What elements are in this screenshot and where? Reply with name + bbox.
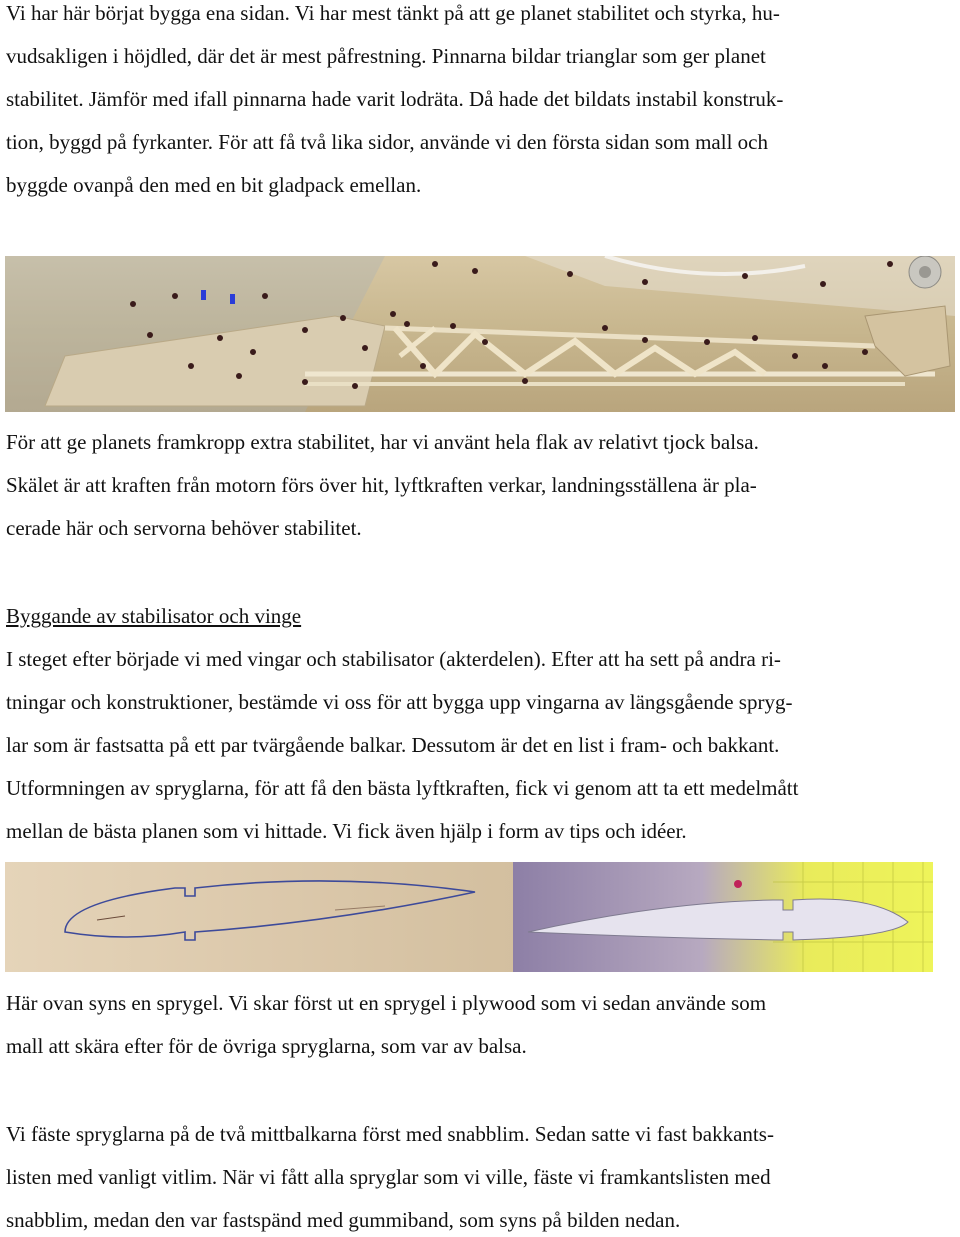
- text-line: mellan de bästa planen som vi hittade. Vi fick även hjälp i form av tips och idéer.: [6, 819, 687, 843]
- text-line: mall att skära efter för de övriga spryglarna, som var av balsa.: [6, 1034, 527, 1058]
- text-line: stabilitet. Jämför med ifall pinnarna hade varit lodräta. Då hade det bildats instabil konstruk-: [6, 87, 784, 111]
- fuselage-side-photo: [5, 256, 955, 412]
- text-line: Skälet är att kraften från motorn förs över hit, lyftkraften verkar, landningsställena är pla-: [6, 473, 757, 497]
- text-line: vudsakligen i höjdled, där det är mest påfrestning. Pinnarna bildar trianglar som ger planet: [6, 44, 766, 68]
- text-line: snabblim, medan den var fastspänd med gummiband, som syns på bilden nedan.: [6, 1208, 681, 1232]
- text-line: Här ovan syns en sprygel. Vi skar först ut en sprygel i plywood som vi sedan använde som: [6, 991, 767, 1015]
- text-line: cerade här och servorna behöver stabilitet.: [6, 516, 362, 540]
- text-line: För att ge planets framkropp extra stabilitet, har vi använt hela flak av relativt tjock balsa.: [6, 430, 759, 454]
- text-line: tion, byggd på fyrkanter. För att få två lika sidor, använde vi den första sidan som mall och: [6, 130, 768, 154]
- text-line: Vi fäste spryglarna på de två mittbalkarna först med snabblim. Sedan satte vi fast bakkants-: [6, 1122, 774, 1146]
- text-line: tningar och konstruktioner, bestämde vi oss för att bygga upp vingarna av längsgående spryg-: [6, 690, 793, 714]
- text-line: I steget efter började vi med vingar och stabilisator (akterdelen). Efter att ha sett på andra ri-: [6, 647, 781, 671]
- text-line: listen med vanligt vitlim. När vi fått alla spryglar som vi ville, fäste vi framkantslisten med: [6, 1165, 771, 1189]
- text-line: byggde ovanpå den med en bit gladpack emellan.: [6, 173, 422, 197]
- rib-plywood-photo: [5, 862, 517, 972]
- text-line: Vi har här börjat bygga ena sidan. Vi har mest tänkt på att ge planet stabilitet och styrka, hu-: [6, 1, 780, 25]
- section-heading: Byggande av stabilisator och vinge: [6, 604, 302, 628]
- text-line: Utformningen av spryglarna, för att få den bästa lyftkraften, fick vi genom att ta ett medelmått: [6, 776, 799, 800]
- text-line: lar som är fastsatta på ett par tvärgående balkar. Dessutom är det en list i fram- och bakkant.: [6, 733, 780, 757]
- rib-cut-photo: [513, 862, 933, 972]
